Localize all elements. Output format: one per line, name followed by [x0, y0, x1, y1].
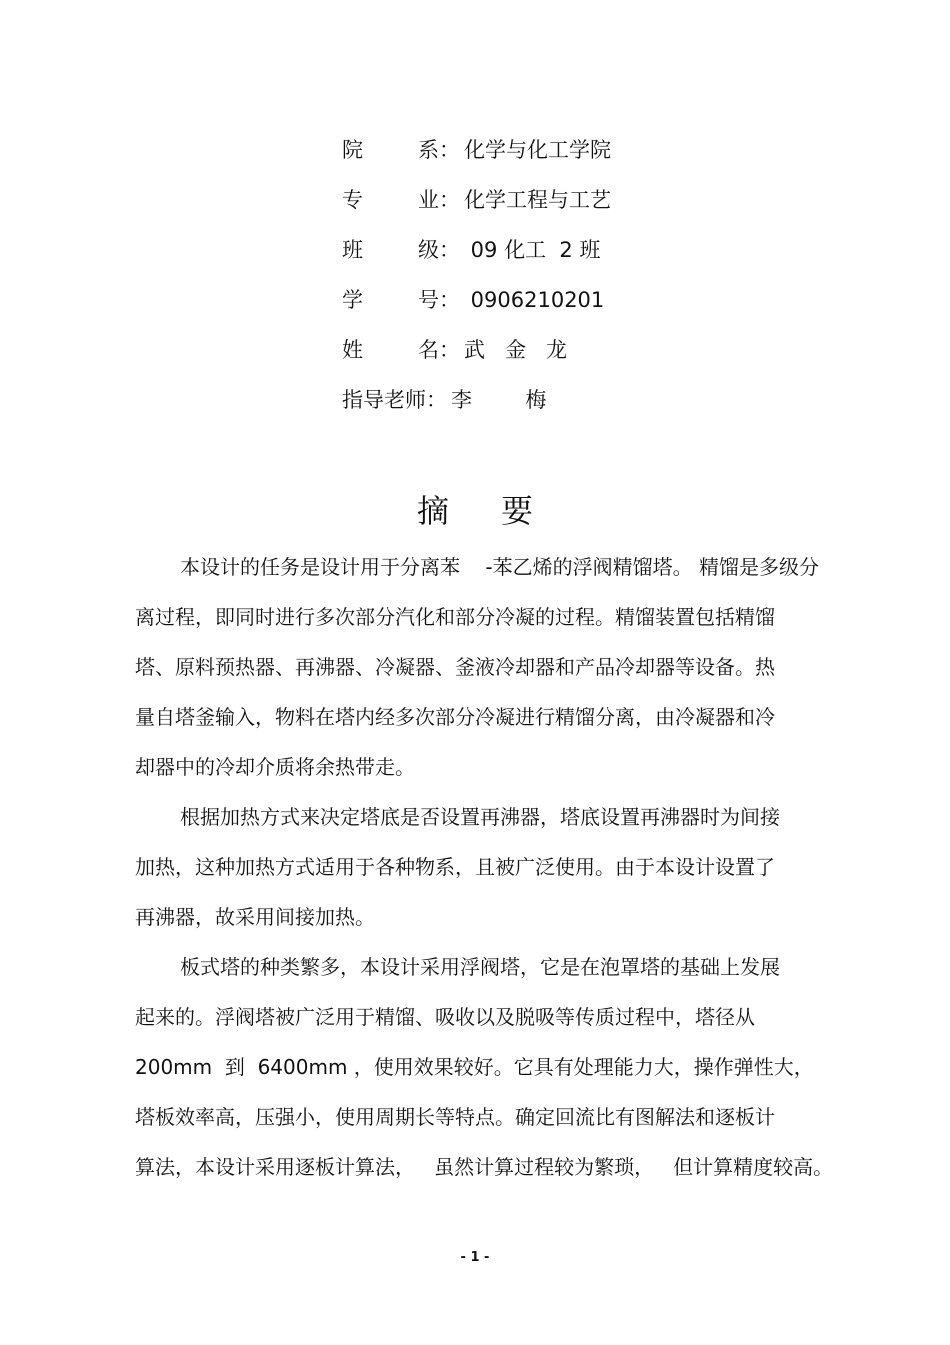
info-label: [342, 225, 460, 275]
info-row-major: [342, 175, 742, 225]
paragraph-line: 起来的。浮阀塔被广泛用于精馏、吸收以及脱吸等传质过程中，塔径从: [135, 1005, 755, 1029]
info-value-major: 化学工程与工艺: [464, 188, 611, 212]
label-char: 业: [418, 188, 439, 212]
paragraph-line: 根据加热方式来决定塔底是否设置再沸器，塔底设置再沸器时为间接: [180, 805, 780, 829]
paragraph-line: 却器中的冷却介质将余热带走。: [135, 755, 415, 779]
paragraph-line: 再沸器，故采用间接加热。: [135, 905, 375, 929]
label-char: 名: [418, 338, 439, 362]
label-char: 学: [342, 288, 363, 312]
paragraph-line: 板式塔的种类繁多，本设计采用浮阀塔，它是在泡罩塔的基础上发展: [180, 955, 780, 979]
info-label: [342, 325, 460, 375]
info-value-advisor: 李 梅: [451, 388, 547, 412]
label-char: 班: [342, 238, 363, 262]
info-row-name: [342, 325, 742, 375]
label-char: 专: [342, 188, 363, 212]
paragraph-line: 加热，这种加热方式适用于各种物系，且被广泛使用。由于本设计设置了: [135, 855, 775, 879]
label-char: 院: [342, 138, 363, 162]
info-value-class: 09 化工 2 班: [464, 238, 601, 262]
info-row-student-id: [342, 275, 742, 325]
abstract-title: 摘要: [416, 492, 585, 530]
paragraph-line: 塔板效率高，压强小，使用周期长等特点。确定回流比有图解法和逐板计: [135, 1105, 775, 1129]
info-row-department: [342, 125, 742, 175]
info-value-name: 武 金 龙: [464, 338, 568, 362]
colon: ：: [439, 138, 460, 162]
paragraph-line: 量自塔釜输入，物料在塔内经多次部分冷凝进行精馏分离，由冷凝器和冷: [135, 705, 775, 729]
colon: ：: [439, 188, 460, 212]
page-number: - 1 -: [460, 1250, 490, 1265]
info-row-class: [342, 225, 742, 275]
info-value-student-id: 0906210201: [464, 288, 605, 312]
info-row-advisor: [342, 375, 742, 425]
label-char: 级: [418, 238, 439, 262]
info-value-department: 化学与化工学院: [464, 138, 611, 162]
info-label: [342, 275, 460, 325]
student-info-block: [342, 125, 742, 425]
paragraph-line: 离过程，即同时进行多次部分汽化和部分冷凝的过程。精馏装置包括精馏: [135, 605, 775, 629]
info-label: [342, 175, 460, 225]
colon: ：: [439, 338, 460, 362]
info-label: [342, 125, 460, 175]
paragraph-line: 塔、原料预热器、再沸器、冷凝器、釜液冷却器和产品冷却器等设备。热: [135, 655, 775, 679]
colon: ：: [439, 288, 460, 312]
paragraph-line: 算法，本设计采用逐板计算法， 虽然计算过程较为繁琐， 但计算精度较高。: [135, 1155, 834, 1179]
abstract-paragraph-2: [135, 792, 855, 942]
label-char: 系: [418, 138, 439, 162]
label-char: 号: [418, 288, 439, 312]
abstract-paragraph-3: [135, 942, 855, 1192]
label-char: 姓: [342, 338, 363, 362]
colon: ：: [439, 238, 460, 262]
paragraph-line: 本设计的任务是设计用于分离苯 -苯乙烯的浮阀精馏塔。 精馏是多级分: [180, 555, 820, 579]
advisor-label: 指导老师：: [342, 388, 447, 412]
abstract-paragraph-1: [135, 542, 855, 792]
paragraph-line: 200mm 到 6400mm ，使用效果较好。它具有处理能力大，操作弹性大，: [135, 1055, 814, 1079]
